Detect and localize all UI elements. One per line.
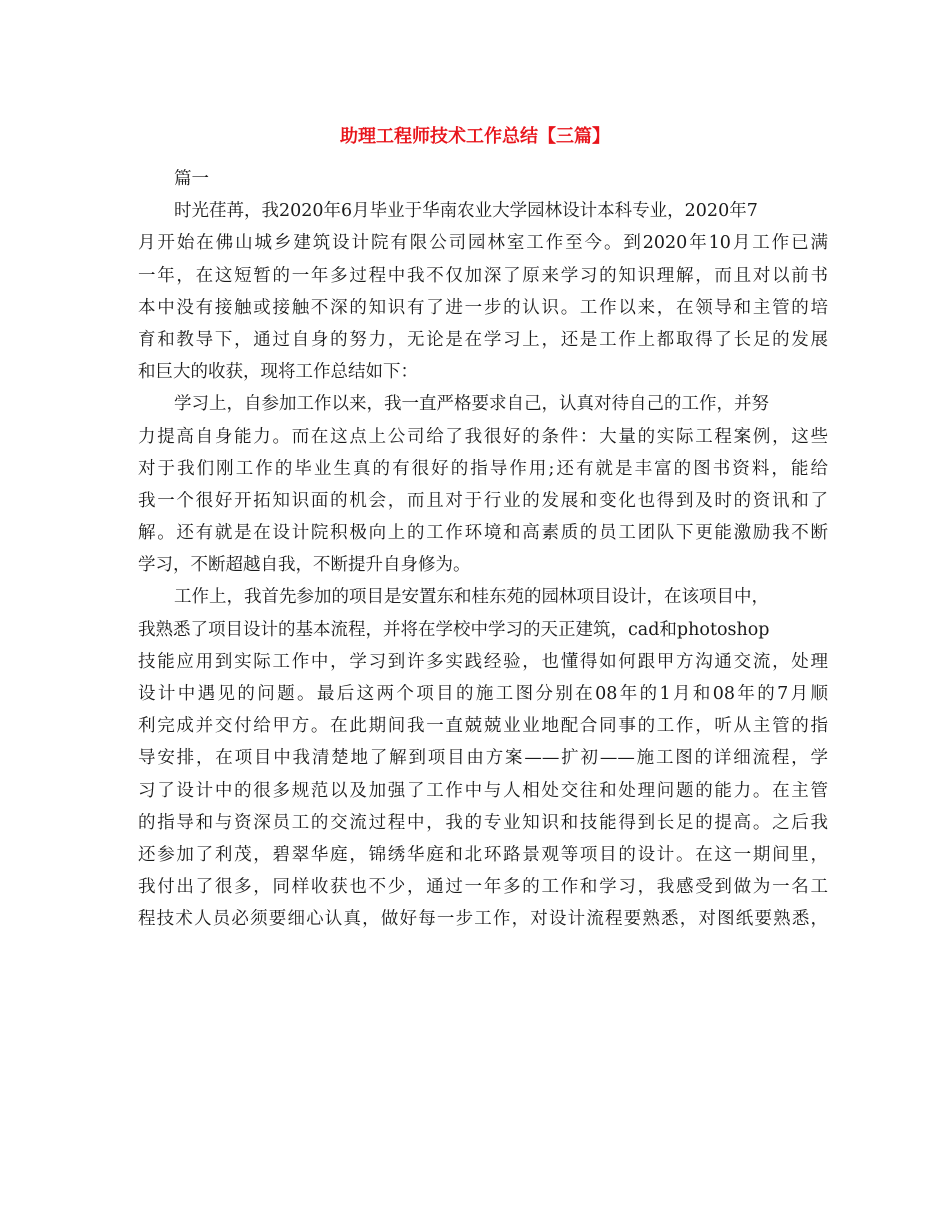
paragraph-line: 工作上，我首先参加的项目是安置东和桂东苑的园林项目设计，在该项目中， [174,587,769,608]
paragraph-line: 一年，在这短暂的一年多过程中我不仅加深了原来学习的知识理解，而且对以前书 [138,265,828,286]
paragraph-line: 程技术人员必须要细心认真，做好每一步工作，对设计流程要熟悉，对图纸要熟悉， [138,909,828,930]
paragraph-line: 习了设计中的很多规范以及加强了工作中与人相处交往和处理问题的能力。在主管 [138,780,828,801]
paragraph-line: 解。还有就是在设计院积极向上的工作环境和高素质的员工团队下更能激励我不断 [138,523,828,544]
document-body [138,163,828,936]
section-heading: 篇一 [174,169,209,189]
paragraph-line: 对于我们刚工作的毕业生真的有很好的指导作用;还有就是丰富的图书资料，能给 [138,458,828,479]
paragraph-line: 还参加了利茂，碧翠华庭，锦绣华庭和北环路景观等项目的设计。在这一期间里， [138,844,828,865]
paragraph-line: 月开始在佛山城乡建筑设计院有限公司园林室工作至今。到2020年10月工作已满 [138,233,828,254]
paragraph-line: 力提高自身能力。而在这点上公司给了我很好的条件：大量的实际工程案例，这些 [138,426,828,447]
paragraph-line: 利完成并交付给甲方。在此期间我一直兢兢业业地配合同事的工作，听从主管的指 [138,716,828,737]
paragraph-line: 学习，不断超越自我，不断提升自身修为。 [138,555,471,576]
document-title: 助理工程师技术工作总结【三篇】 [340,126,610,147]
paragraph-line: 我熟悉了项目设计的基本流程，并将在学校中学习的天正建筑，cad和photoshop [138,619,770,640]
paragraph-line: 学习上，自参加工作以来，我一直严格要求自己，认真对待自己的工作，并努 [174,394,769,415]
paragraph-line: 导安排，在项目中我清楚地了解到项目由方案——扩初——施工图的详细流程，学 [138,748,828,769]
paragraph-line: 技能应用到实际工作中，学习到许多实践经验，也懂得如何跟甲方沟通交流，处理 [138,651,828,672]
paragraph-line: 我付出了很多，同样收获也不少，通过一年多的工作和学习，我感受到做为一名工 [138,877,828,898]
paragraph-line: 设计中遇见的问题。最后这两个项目的施工图分别在08年的1月和08年的7月顺 [138,684,828,704]
paragraph-line: 我一个很好开拓知识面的机会，而且对于行业的发展和变化也得到及时的资讯和了 [138,490,828,511]
paragraph-line: 和巨大的收获，现将工作总结如下： [138,362,418,383]
paragraph-line: 育和教导下，通过自身的努力，无论是在学习上，还是工作上都取得了长足的发展 [138,329,828,350]
paragraph-line: 的指导和与资深员工的交流过程中，我的专业知识和技能得到长足的提高。之后我 [138,812,828,833]
paragraph-line: 本中没有接触或接触不深的知识有了进一步的认识。工作以来，在领导和主管的培 [138,297,828,318]
paragraph-line: 时光荏苒，我2020年6月毕业于华南农业大学园林设计本科专业，2020年7 [174,201,758,222]
